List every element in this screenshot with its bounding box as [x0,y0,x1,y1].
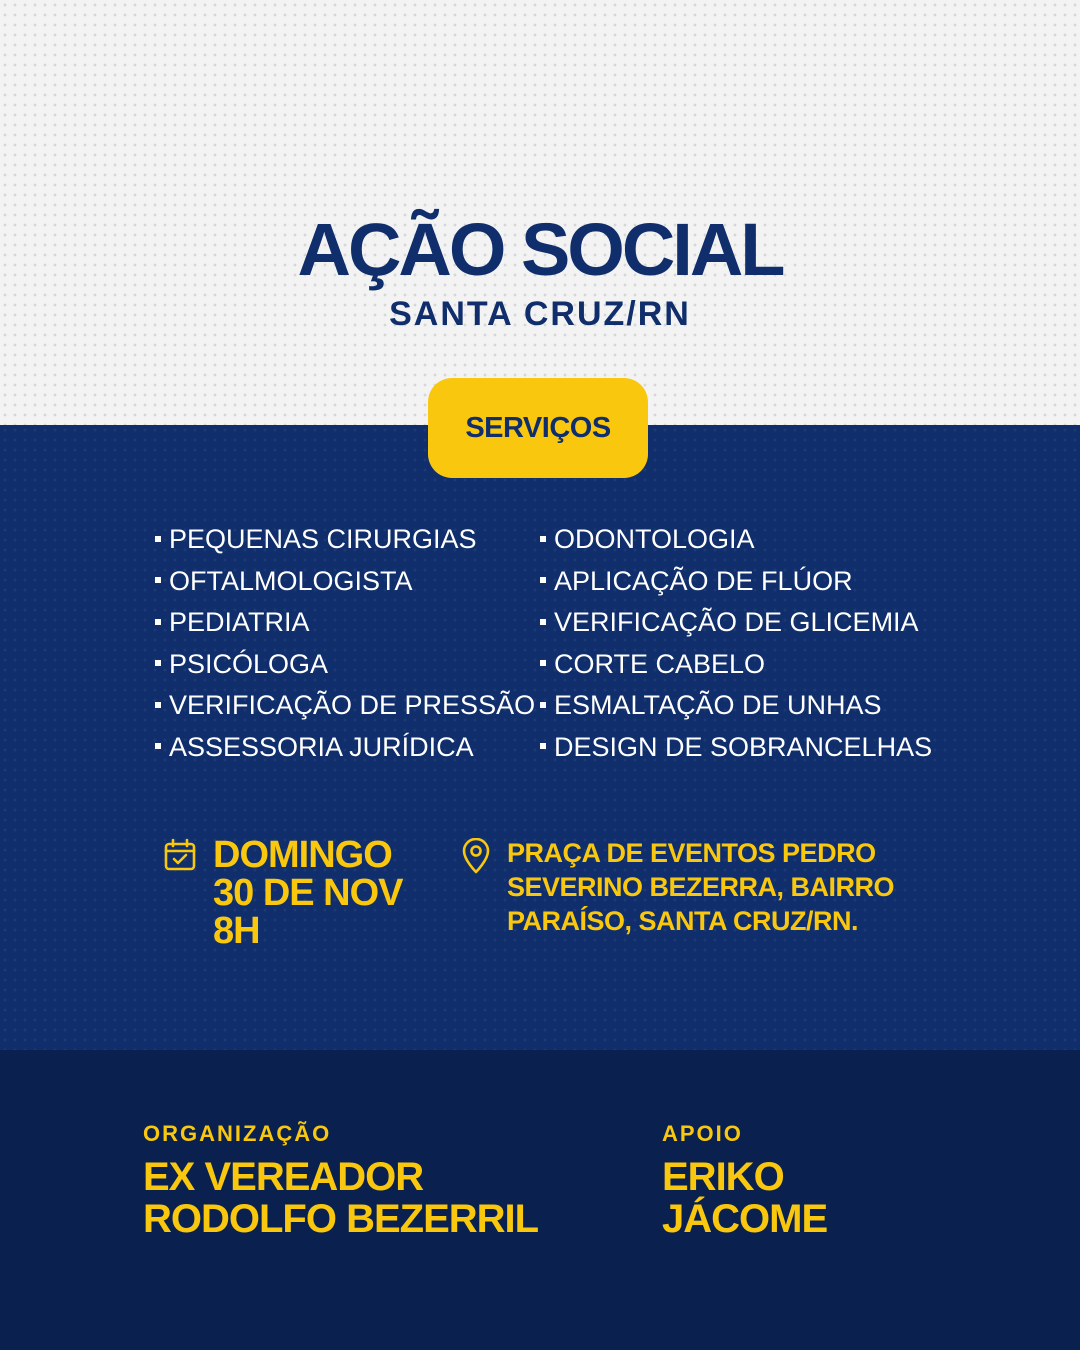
services-badge: SERVIÇOS [428,378,648,478]
page-subtitle: SANTA CRUZ/RN [389,295,691,333]
organization-label: ORGANIZAÇÃO [143,1121,332,1146]
address-line: SEVERINO BEZERRA, BAIRRO [507,872,895,902]
services-list-left [155,519,535,768]
list-item: PEDIATRIA [155,602,535,644]
event-date-text: 30 DE NOV [213,872,403,914]
list-item: VERIFICAÇÃO DE GLICEMIA [540,602,932,644]
list-item: CORTE CABELO [540,644,932,686]
event-day: DOMINGO [213,834,392,876]
event-time: 8H [213,910,260,952]
list-item: PEQUENAS CIRURGIAS [155,519,535,561]
support-name-line: ERIKO [662,1155,784,1199]
event-address [507,836,927,938]
organization-name [143,1156,538,1240]
organization-name-line: EX VEREADOR [143,1155,424,1199]
list-item: APLICAÇÃO DE FLÚOR [540,561,932,603]
support-name [662,1156,827,1240]
list-item: ESMALTAÇÃO DE UNHAS [540,685,932,727]
list-item: OFTALMOLOGISTA [155,561,535,603]
list-item: ODONTOLOGIA [540,519,932,561]
list-item: PSICÓLOGA [155,644,535,686]
event-date [213,836,403,950]
list-item: VERIFICAÇÃO DE PRESSÃO [155,685,535,727]
page-title: AÇÃO SOCIAL [297,208,783,291]
calendar-check-icon [163,838,197,872]
services-list-right [540,519,932,768]
address-line: PRAÇA DE EVENTOS PEDRO [507,838,876,868]
support-label: APOIO [662,1121,743,1146]
support-name-line: JÁCOME [662,1197,828,1241]
list-item: DESIGN DE SOBRANCELHAS [540,727,932,769]
address-line: PARAÍSO, SANTA CRUZ/RN. [507,906,858,936]
map-pin-icon [461,838,491,874]
list-item: ASSESSORIA JURÍDICA [155,727,535,769]
organization-name-line: RODOLFO BEZERRIL [143,1197,539,1241]
